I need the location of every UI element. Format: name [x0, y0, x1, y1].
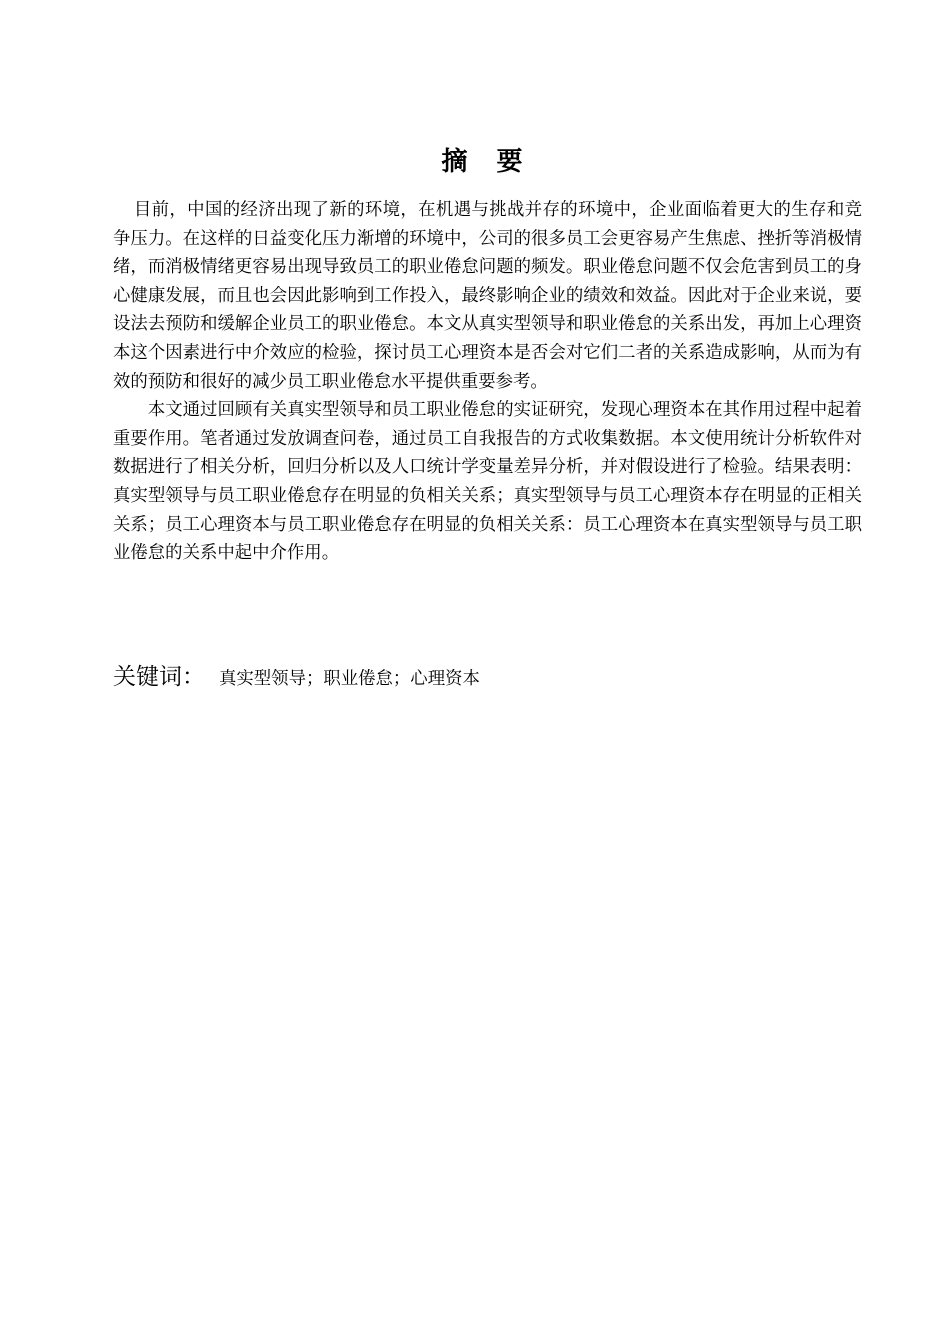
- abstract-paragraph-2: 本文通过回顾有关真实型领导和员工职业倦怠的实证研究，发现心理资本在其作用过程中起着重要作用。笔者通过发放调查问卷，通过员工自我报告的方式收集数据。本文使用统计分析软件对数据进行了相关分析，回归分析以及人口统计学变量差异分析，并对假设进行了检验。结果表明：真实型领导与员工职业倦怠存在明显的负相关关系；真实型领导与员工心理资本存在明显的正相关关系；员工心理资本与员工职业倦怠存在明显的负相关关系：员工心理资本在真实型领导与员工职业倦怠的关系中起中介作用。: [113, 400, 862, 564]
- abstract-paragraph-1: 目前，中国的经济出现了新的环境，在机遇与挑战并存的环境中，企业面临着更大的生存和竞争压力。在这样的日益变化压力渐增的环境中，公司的很多员工会更容易产生焦虑、挫折等消极情绪，而消极情绪更容易出现导致员工的职业倦怠问题的频发。职业倦怠问题不仅会危害到员工的身心健康发展，而且也会因此影响到工作投入，最终影响企业的绩效和效益。因此对于企业来说，要设法去预防和缓解企业员工的职业倦怠。本文从真实型领导和职业倦怠的关系出发，再加上心理资本这个因素进行中介效应的检验，探讨员工心理资本是否会对它们二者的关系造成影响，从而为有效的预防和很好的减少员工职业倦怠水平提供重要参考。: [113, 200, 862, 392]
- keywords-label: 关键词：: [113, 664, 205, 690]
- keywords-value: 真实型领导；职业倦怠；心理资本: [219, 669, 480, 689]
- abstract-title: 摘 要: [441, 147, 533, 177]
- abstract-body: [113, 196, 862, 568]
- keywords-line: [113, 660, 862, 696]
